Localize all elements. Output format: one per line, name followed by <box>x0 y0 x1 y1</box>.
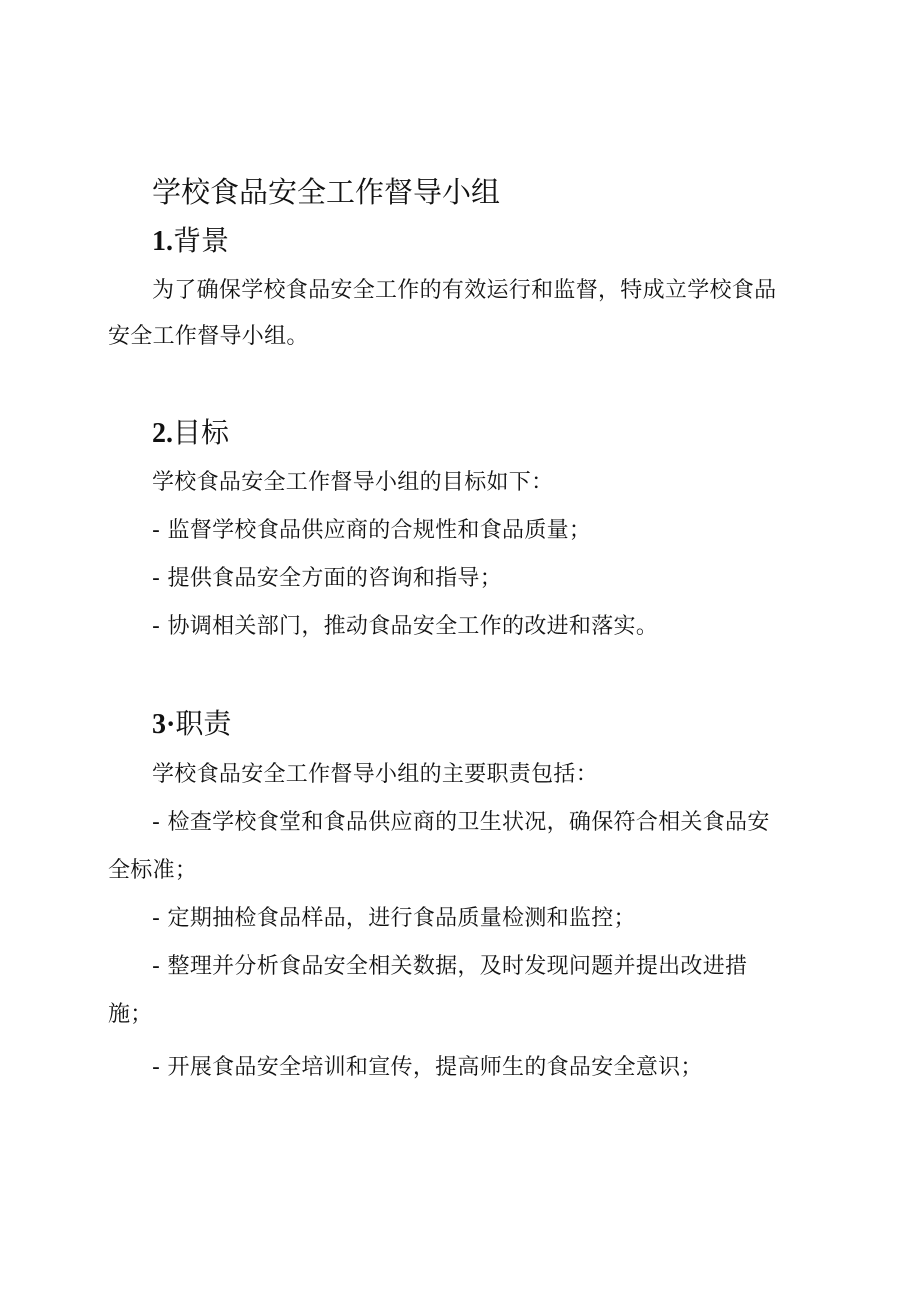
section-title: 背景 <box>173 224 230 257</box>
list-item: - 检查学校食堂和食品供应商的卫生状况，确保符合相关食品安 <box>152 810 770 835</box>
paragraph-line: 安全工作督导小组。 <box>108 324 309 349</box>
section-title: 职责 <box>175 707 232 740</box>
section-heading-background <box>152 222 229 261</box>
list-item: - 监督学校食品供应商的合规性和食品质量； <box>152 518 592 543</box>
list-item-continuation: 全标准； <box>108 858 198 883</box>
section-intro: 学校食品安全工作督导小组的主要职责包括： <box>152 762 599 787</box>
list-item: - 整理并分析食品安全相关数据，及时发现问题并提出改进措 <box>152 954 748 979</box>
section-number: 3· <box>152 709 176 740</box>
section-heading-goals <box>152 414 229 453</box>
section-intro: 学校食品安全工作督导小组的目标如下： <box>152 470 554 495</box>
section-number: 1. <box>152 226 173 257</box>
section-title: 目标 <box>173 416 230 449</box>
list-item: - 开展食品安全培训和宣传，提高师生的食品安全意识； <box>152 1055 703 1080</box>
list-item: - 协调相关部门，推动食品安全工作的改进和落实。 <box>152 614 659 639</box>
section-heading-duties <box>152 705 231 744</box>
document-title: 学校食品安全工作督导小组 <box>152 175 501 209</box>
paragraph-line: 为了确保学校食品安全工作的有效运行和监督，特成立学校食品 <box>152 278 777 303</box>
list-item: - 提供食品安全方面的咨询和指导； <box>152 566 503 591</box>
list-item-continuation: 施； <box>108 1002 153 1027</box>
list-item: - 定期抽检食品样品，进行食品质量检测和监控； <box>152 906 636 931</box>
section-number: 2. <box>152 418 173 449</box>
